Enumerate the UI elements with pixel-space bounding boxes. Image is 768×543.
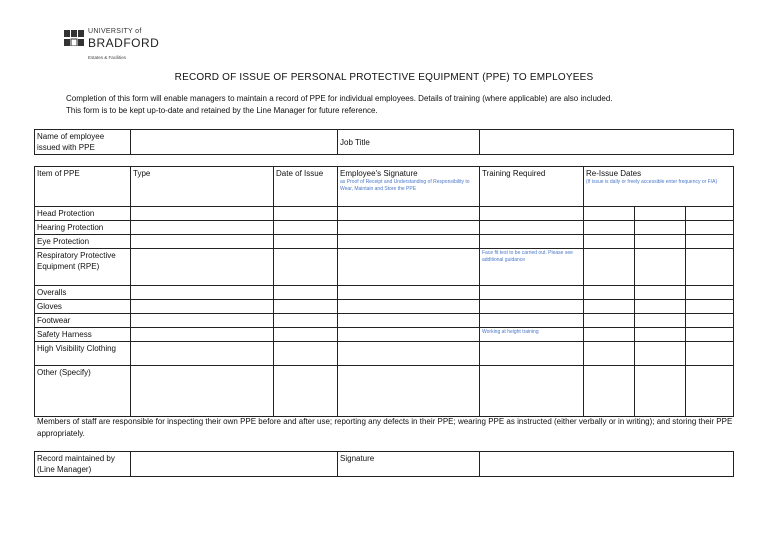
ppe-cell-reissue-1[interactable]	[584, 366, 635, 417]
ppe-cell-reissue-3[interactable]	[686, 249, 734, 286]
ppe-cell-date[interactable]	[274, 221, 338, 235]
employee-name-field[interactable]	[131, 130, 338, 155]
ppe-cell-date[interactable]	[274, 286, 338, 300]
ppe-header-row	[35, 167, 734, 207]
manager-table	[34, 451, 734, 477]
ppe-cell-signature[interactable]	[338, 366, 480, 417]
university-logo-icon	[64, 30, 84, 46]
ppe-cell-reissue-1[interactable]	[584, 249, 635, 286]
intro-line-1: Completion of this form will enable managers to maintain a record of PPE for individual employees. Details of training (where applicable) are also included.	[66, 94, 613, 103]
ppe-cell-date[interactable]	[274, 300, 338, 314]
header-signature-note: as Proof of Receipt and Understanding of Responsibility to Wear, Maintain and Store the PPE	[340, 179, 470, 192]
ppe-cell-item: Footwear	[35, 314, 131, 328]
ppe-cell-date[interactable]	[274, 249, 338, 286]
ppe-cell-type[interactable]	[131, 366, 274, 417]
ppe-row	[35, 286, 734, 300]
ppe-cell-item: Hearing Protection	[35, 221, 131, 235]
ppe-cell-signature[interactable]	[338, 342, 480, 366]
ppe-cell-training[interactable]	[480, 342, 584, 366]
header-signature	[338, 167, 480, 207]
ppe-cell-signature[interactable]	[338, 328, 480, 342]
ppe-cell-item: Other (Specify)	[35, 366, 131, 417]
logo-text-university: UNIVERSITY of	[88, 28, 142, 35]
ppe-cell-item: Respiratory Protective Equipment (RPE)	[35, 249, 131, 286]
ppe-cell-training[interactable]	[480, 286, 584, 300]
ppe-cell-type[interactable]	[131, 235, 274, 249]
ppe-cell-reissue-3[interactable]	[686, 207, 734, 221]
ppe-row	[35, 221, 734, 235]
intro-line-2: This form is to be kept up-to-date and retained by the Line Manager for future reference.	[66, 106, 378, 115]
ppe-cell-type[interactable]	[131, 221, 274, 235]
ppe-cell-training[interactable]	[480, 249, 584, 286]
logo-text-estates: Estates & Facilities	[88, 55, 127, 60]
ppe-row	[35, 314, 734, 328]
ppe-cell-signature[interactable]	[338, 314, 480, 328]
ppe-row	[35, 366, 734, 417]
ppe-cell-type[interactable]	[131, 300, 274, 314]
ppe-cell-reissue-1[interactable]	[584, 221, 635, 235]
employee-name-label: Name of employee issued with PPE	[35, 130, 131, 155]
ppe-row	[35, 300, 734, 314]
ppe-cell-reissue-2[interactable]	[635, 300, 686, 314]
university-logo	[64, 28, 174, 64]
ppe-row	[35, 207, 734, 221]
ppe-cell-signature[interactable]	[338, 286, 480, 300]
ppe-cell-date[interactable]	[274, 314, 338, 328]
ppe-cell-reissue-1[interactable]	[584, 286, 635, 300]
header-item: Item of PPE	[35, 167, 131, 207]
ppe-cell-reissue-3[interactable]	[686, 235, 734, 249]
header-reissue-note: (If issue is daily or freely accessible enter frequency or F/A)	[586, 179, 718, 185]
manager-signature-label: Signature	[338, 452, 480, 477]
intro-text	[66, 93, 746, 117]
ppe-cell-signature[interactable]	[338, 300, 480, 314]
ppe-cell-training[interactable]	[480, 300, 584, 314]
ppe-cell-reissue-3[interactable]	[686, 286, 734, 300]
ppe-row	[35, 342, 734, 366]
ppe-cell-type[interactable]	[131, 342, 274, 366]
record-maintained-label: Record maintained by (Line Manager)	[35, 452, 131, 477]
job-title-label: Job Title	[338, 130, 480, 155]
ppe-cell-training[interactable]	[480, 235, 584, 249]
ppe-cell-date[interactable]	[274, 328, 338, 342]
ppe-cell-date[interactable]	[274, 235, 338, 249]
ppe-cell-reissue-2[interactable]	[635, 249, 686, 286]
ppe-table	[34, 166, 734, 417]
ppe-cell-reissue-1[interactable]	[584, 207, 635, 221]
ppe-cell-reissue-2[interactable]	[635, 235, 686, 249]
ppe-cell-reissue-3[interactable]	[686, 314, 734, 328]
ppe-cell-training[interactable]	[480, 207, 584, 221]
ppe-cell-signature[interactable]	[338, 221, 480, 235]
ppe-cell-reissue-1[interactable]	[584, 328, 635, 342]
training-note: Working at height training	[482, 329, 539, 335]
ppe-cell-date[interactable]	[274, 342, 338, 366]
header-signature-label: Employee's Signature	[340, 169, 418, 178]
ppe-cell-reissue-2[interactable]	[635, 342, 686, 366]
ppe-cell-training[interactable]	[480, 314, 584, 328]
header-training: Training Required	[480, 167, 584, 207]
ppe-cell-reissue-2[interactable]	[635, 328, 686, 342]
ppe-cell-item: Safety Harness	[35, 328, 131, 342]
ppe-cell-reissue-1[interactable]	[584, 235, 635, 249]
members-note: Members of staff are responsible for inspecting their own PPE before and after use; reporting any defects in their PPE; wearing PPE as instructed (either verbally or in writing); and storing their PPE appropriately.	[37, 417, 733, 438]
header-reissue	[584, 167, 734, 207]
ppe-cell-reissue-2[interactable]	[635, 207, 686, 221]
ppe-cell-item: Head Protection	[35, 207, 131, 221]
ppe-cell-signature[interactable]	[338, 249, 480, 286]
ppe-cell-reissue-2[interactable]	[635, 221, 686, 235]
ppe-cell-date[interactable]	[274, 207, 338, 221]
ppe-cell-item: Overalls	[35, 286, 131, 300]
ppe-cell-reissue-1[interactable]	[584, 342, 635, 366]
form-title: RECORD OF ISSUE OF PERSONAL PROTECTIVE EQUIPMENT (PPE) TO EMPLOYEES	[174, 72, 594, 83]
ppe-cell-reissue-2[interactable]	[635, 314, 686, 328]
ppe-cell-reissue-3[interactable]	[686, 300, 734, 314]
ppe-cell-training[interactable]	[480, 328, 584, 342]
employee-table	[34, 129, 734, 155]
ppe-cell-training[interactable]	[480, 366, 584, 417]
header-type: Type	[131, 167, 274, 207]
ppe-cell-type[interactable]	[131, 314, 274, 328]
ppe-cell-type[interactable]	[131, 249, 274, 286]
ppe-cell-reissue-3[interactable]	[686, 221, 734, 235]
ppe-cell-reissue-3[interactable]	[686, 328, 734, 342]
header-date: Date of Issue	[274, 167, 338, 207]
manager-signature-field[interactable]	[480, 452, 734, 477]
job-title-field[interactable]	[480, 130, 734, 155]
ppe-cell-signature[interactable]	[338, 207, 480, 221]
ppe-cell-item: Gloves	[35, 300, 131, 314]
ppe-row	[35, 249, 734, 286]
training-note: Face fit test to be carried out. Please see additional guidance	[482, 250, 573, 263]
ppe-cell-item: Eye Protection	[35, 235, 131, 249]
ppe-cell-date[interactable]	[274, 366, 338, 417]
ppe-cell-item: High Visibility Clothing	[35, 342, 131, 366]
ppe-cell-reissue-1[interactable]	[584, 300, 635, 314]
ppe-cell-reissue-1[interactable]	[584, 314, 635, 328]
ppe-cell-type[interactable]	[131, 286, 274, 300]
ppe-cell-type[interactable]	[131, 207, 274, 221]
ppe-cell-reissue-3[interactable]	[686, 366, 734, 417]
ppe-cell-type[interactable]	[131, 328, 274, 342]
ppe-cell-signature[interactable]	[338, 235, 480, 249]
record-maintained-field[interactable]	[131, 452, 338, 477]
ppe-row	[35, 328, 734, 342]
ppe-cell-reissue-3[interactable]	[686, 342, 734, 366]
ppe-row	[35, 235, 734, 249]
ppe-cell-reissue-2[interactable]	[635, 366, 686, 417]
logo-text-bradford: BRADFORD	[88, 36, 160, 50]
ppe-cell-training[interactable]	[480, 221, 584, 235]
ppe-cell-reissue-2[interactable]	[635, 286, 686, 300]
header-reissue-label: Re-Issue Dates	[586, 169, 642, 178]
